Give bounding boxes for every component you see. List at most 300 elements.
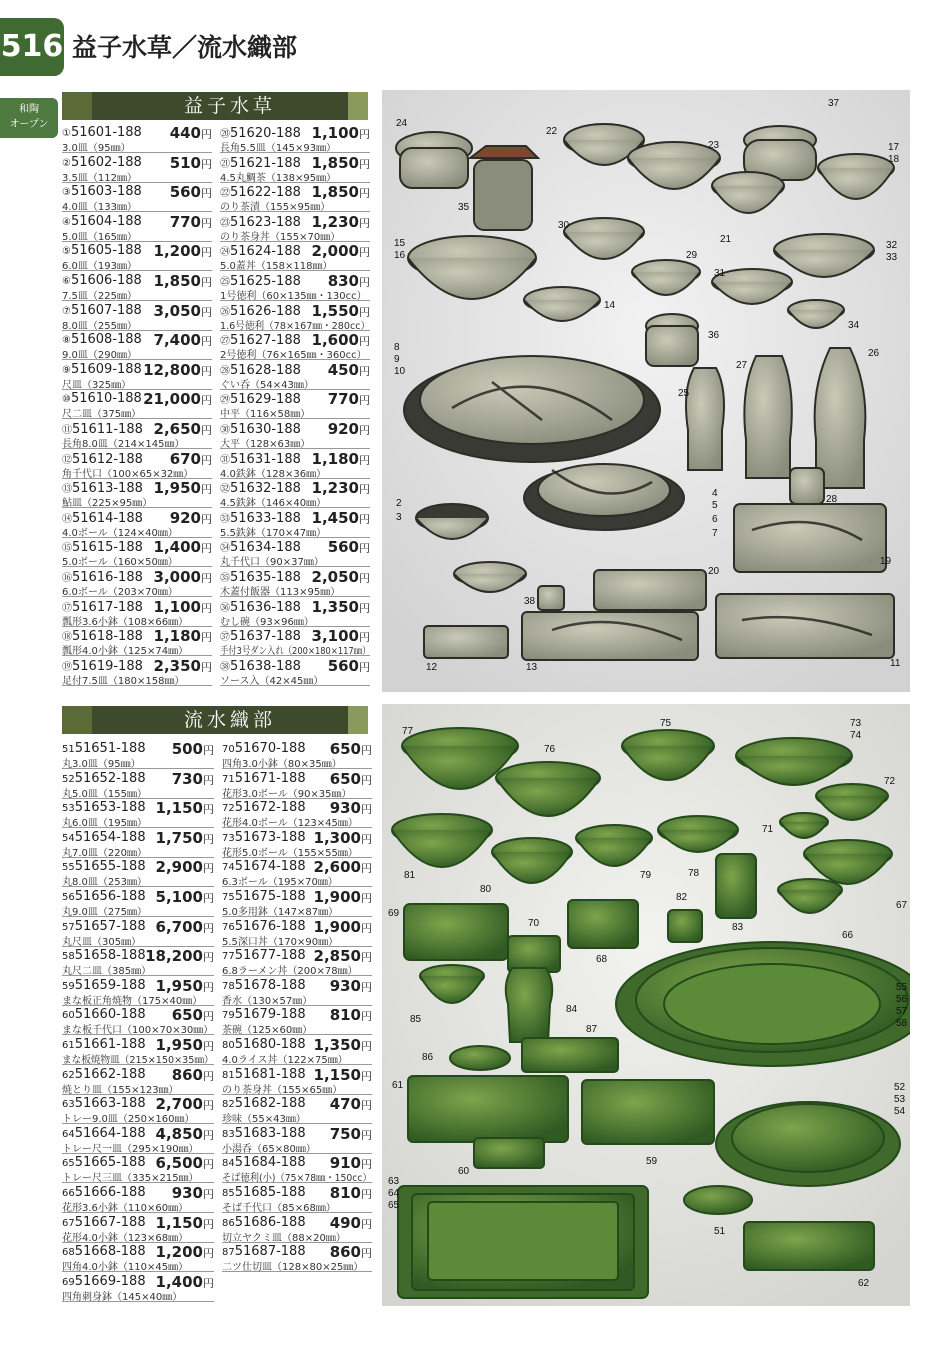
- product-description: まな板焼物皿（215×150×35㎜）: [62, 1055, 214, 1066]
- product-code-text: 51630-188: [230, 422, 301, 437]
- currency-symbol: 円: [359, 572, 370, 585]
- product-number: 86: [222, 1217, 235, 1229]
- currency-symbol: 円: [359, 631, 370, 645]
- product-number: 82: [222, 1099, 235, 1111]
- currency-symbol: 円: [203, 951, 214, 965]
- photo-item-label: 52: [894, 1082, 906, 1093]
- currency-symbol: 円: [359, 660, 370, 674]
- currency-symbol: 円: [203, 1069, 214, 1083]
- photo-item-label: 78: [688, 868, 700, 879]
- product-description: 1.6号徳利（78×167㎜・280cc）: [220, 320, 371, 332]
- photo-item-label: 60: [458, 1166, 470, 1177]
- price-value: 2,850: [313, 947, 361, 966]
- photo-item-label: 20: [708, 566, 720, 577]
- currency-symbol: 円: [201, 216, 212, 230]
- product-item: [62, 598, 212, 627]
- price-value: 810: [329, 1006, 361, 1025]
- photo-item-label: 84: [566, 1004, 578, 1015]
- product-code-text: 51612-188: [72, 451, 143, 467]
- product-code-text: 51661-188: [74, 1037, 146, 1052]
- currency-symbol: 円: [361, 1188, 372, 1201]
- photo-item-label: 11: [890, 658, 901, 669]
- product-code: [222, 800, 306, 815]
- product-number: ⑳: [220, 129, 230, 140]
- product-code: [222, 1126, 306, 1141]
- product-code: [62, 303, 142, 318]
- currency-symbol: 円: [203, 773, 214, 787]
- price-value: 920: [169, 508, 201, 527]
- currency-symbol: 円: [201, 453, 212, 467]
- product-description: むし碗（93×96㎜）: [220, 616, 314, 628]
- product-item: [62, 568, 212, 597]
- price-value: 1,400: [155, 1272, 203, 1291]
- product-item: [62, 479, 212, 508]
- currency-symbol: 円: [359, 335, 370, 349]
- currency-symbol: 円: [361, 1040, 372, 1053]
- currency-symbol: 円: [203, 1276, 214, 1290]
- price-value: 560: [327, 538, 359, 557]
- product-code-text: 51668-188: [74, 1244, 146, 1260]
- currency-symbol: 円: [359, 542, 370, 556]
- currency-symbol: 円: [203, 1158, 214, 1172]
- product-description: トレー9.0皿（250×160㎜）: [62, 1114, 195, 1126]
- product-number: ⑩: [62, 394, 71, 406]
- product-code: [62, 800, 146, 815]
- currency-symbol: 円: [201, 335, 212, 349]
- product-item: [62, 799, 214, 828]
- product-description: 丸8.0皿（253㎜）: [62, 877, 147, 889]
- product-item: [62, 1036, 214, 1065]
- product-number: 75: [222, 892, 235, 903]
- product-description: 6.8ラーメン丼（200×78㎜）: [222, 966, 358, 978]
- price-value: 3,000: [153, 568, 201, 586]
- photo-item-label: 32: [886, 240, 898, 251]
- photo-item-label: 35: [458, 202, 470, 213]
- product-price: [328, 390, 370, 408]
- currency-symbol: 円: [361, 832, 372, 846]
- product-code: [62, 1244, 146, 1259]
- currency-symbol: 円: [361, 862, 372, 876]
- photo-item-label: 58: [896, 1018, 908, 1029]
- currency-symbol: 円: [361, 1158, 372, 1172]
- product-price: [328, 538, 370, 556]
- product-code-text: 51659-188: [74, 977, 146, 993]
- product-code-text: 51656-188: [74, 889, 146, 904]
- product-code-text: 51673-188: [234, 829, 306, 845]
- product-code-text: 51625-188: [230, 274, 301, 289]
- product-description: 木蓋付飯器（113×95㎜）: [220, 587, 341, 598]
- currency-symbol: 円: [203, 892, 214, 905]
- product-code: [62, 859, 146, 874]
- price-value: 830: [327, 272, 359, 290]
- photo-item-label: 27: [736, 360, 748, 371]
- product-code-text: 51602-188: [70, 154, 142, 170]
- photo-item-label: 76: [544, 744, 556, 755]
- product-number: ⑮: [62, 543, 72, 555]
- product-price: [330, 1095, 372, 1113]
- product-code: [222, 859, 306, 874]
- photo-item-label: 26: [868, 348, 880, 359]
- currency-symbol: 円: [361, 980, 372, 994]
- product-code-text: 51610-188: [70, 391, 142, 407]
- product-code: [222, 741, 306, 756]
- product-description: 花形5.0ボール（155×55㎜）: [222, 847, 358, 859]
- product-description: 丸3.0皿（95㎜）: [62, 759, 141, 770]
- price-value: 18,200: [145, 947, 203, 966]
- product-description: 8.0皿（255㎜）: [62, 320, 137, 332]
- product-description: 4.5丸鯛茶（138×95㎜）: [220, 172, 337, 184]
- currency-symbol: 円: [359, 276, 370, 289]
- product-code-text: 51671-188: [234, 770, 306, 786]
- product-price: [154, 272, 212, 290]
- currency-symbol: 円: [359, 128, 370, 141]
- product-code-text: 51666-188: [74, 1185, 146, 1200]
- product-description: 珍味（55×43㎜）: [222, 1114, 306, 1126]
- product-number: 69: [62, 1276, 75, 1288]
- currency-symbol: 円: [203, 1099, 214, 1113]
- product-price: [154, 331, 212, 349]
- product-item: [220, 450, 370, 479]
- product-item: [222, 918, 372, 947]
- price-value: 6,700: [155, 917, 203, 936]
- photo-item-label: 31: [714, 268, 726, 279]
- product-price: [330, 1184, 372, 1202]
- product-number: ⑨: [62, 364, 71, 376]
- currency-symbol: 円: [201, 601, 212, 615]
- photo-item-label: 56: [896, 994, 908, 1005]
- currency-symbol: 円: [203, 1247, 214, 1261]
- product-code-text: 51683-188: [234, 1125, 306, 1141]
- product-description: 瓢形3.6小鉢（108×66㎜）: [62, 616, 189, 628]
- product-price: [330, 977, 372, 995]
- photo-item-label: 59: [646, 1156, 658, 1167]
- product-item: [62, 740, 214, 769]
- product-number: ⑬: [62, 484, 72, 496]
- product-item: [62, 1066, 214, 1095]
- product-code-text: 51664-188: [74, 1125, 146, 1141]
- product-code-text: 51601-188: [70, 125, 142, 140]
- product-item: [62, 1095, 214, 1124]
- product-description: そば徳利(小)（75×78㎜・150cc）: [222, 1173, 372, 1185]
- product-number: 66: [62, 1188, 75, 1199]
- product-price: [170, 183, 212, 201]
- price-value: 5,100: [155, 888, 203, 906]
- photo-item-label: 14: [604, 300, 616, 311]
- product-description: 足付7.5皿（180×158㎜）: [62, 675, 185, 687]
- photo-item-label: 69: [388, 908, 400, 919]
- product-code-text: 51628-188: [230, 362, 301, 378]
- photo-item-label: 8: [394, 342, 400, 353]
- price-value: 3,050: [153, 301, 201, 320]
- photo-item-label: 19: [880, 556, 892, 567]
- photo-item-label: 82: [676, 892, 688, 903]
- price-value: 490: [329, 1213, 361, 1232]
- product-item: [222, 1214, 372, 1243]
- product-number: ㉗: [220, 336, 230, 348]
- page-title: 益子水草／流水織部: [72, 33, 298, 62]
- price-value: 1,150: [155, 1213, 203, 1232]
- product-number: 63: [62, 1099, 75, 1111]
- product-number: 72: [222, 803, 235, 815]
- price-value: 440: [169, 124, 201, 142]
- product-number: ㊲: [220, 632, 230, 644]
- product-code-text: 51633-188: [230, 510, 301, 526]
- product-number: 65: [62, 1158, 75, 1170]
- price-value: 7,400: [153, 331, 201, 350]
- product-description: 丸千代口（90×37㎜）: [220, 557, 324, 569]
- product-number: ⑰: [62, 602, 72, 614]
- photo-item-label: 79: [640, 870, 652, 881]
- photo-item-label: 13: [526, 662, 538, 673]
- product-item: [62, 918, 214, 947]
- currency-symbol: 円: [203, 980, 214, 994]
- product-item: [62, 213, 212, 242]
- product-item: [222, 1006, 372, 1035]
- product-number: ⑫: [62, 454, 72, 466]
- photo-item-label: 21: [720, 234, 732, 245]
- side-tab-line2: オープン: [9, 119, 49, 130]
- product-item: [222, 1036, 372, 1065]
- product-description: 角千代口（100×65×32㎜）: [62, 468, 194, 480]
- currency-symbol: 円: [359, 187, 370, 201]
- product-code-text: 51687-188: [234, 1244, 306, 1260]
- currency-symbol: 円: [203, 803, 214, 817]
- product-description: 切立ヤクミ皿（88×20㎜）: [222, 1232, 346, 1244]
- photo-item-label: 72: [884, 776, 896, 787]
- product-number: 54: [62, 832, 75, 844]
- product-code: [222, 1037, 306, 1052]
- product-item: [222, 1184, 372, 1213]
- product-code: [62, 391, 142, 406]
- product-code-text: 51618-188: [72, 629, 143, 645]
- photo-item-label: 3: [396, 512, 402, 523]
- product-number: 70: [222, 744, 235, 755]
- product-code: [62, 125, 142, 140]
- product-description: 5.0皿（165㎜）: [62, 231, 137, 243]
- product-code: [62, 830, 146, 845]
- product-number: ④: [62, 216, 71, 228]
- price-value: 1,180: [153, 627, 201, 646]
- product-item: [62, 1243, 214, 1272]
- currency-symbol: 円: [203, 1188, 214, 1201]
- product-description: 2号徳利（76×165㎜・360cc）: [220, 350, 367, 362]
- price-value: 650: [329, 740, 361, 758]
- product-code-text: 51674-188: [234, 859, 306, 875]
- product-item: [62, 858, 214, 887]
- product-number: ⑯: [62, 573, 72, 584]
- product-price: [330, 1006, 372, 1024]
- price-value: 930: [329, 976, 361, 995]
- product-description: 5.0多用鉢（147×87㎜）: [222, 907, 339, 918]
- product-item: [220, 568, 370, 597]
- product-code-text: 51669-188: [74, 1273, 146, 1289]
- product-item: [222, 799, 372, 828]
- photo-item-label: 36: [708, 330, 720, 341]
- photo-item-label: 86: [422, 1052, 434, 1063]
- product-price: [170, 213, 212, 231]
- product-item: [222, 740, 372, 769]
- product-number: ㉓: [220, 217, 230, 229]
- product-item: [222, 947, 372, 976]
- product-number: 62: [62, 1069, 75, 1081]
- price-value: 500: [171, 740, 203, 758]
- product-item: [220, 509, 370, 538]
- product-photo-mashiko: [382, 90, 910, 692]
- product-price: [156, 799, 214, 817]
- photo-item-label: 24: [396, 118, 408, 129]
- currency-symbol: 円: [361, 1099, 372, 1113]
- product-item: [220, 272, 370, 301]
- currency-symbol: 円: [359, 424, 370, 437]
- product-code: [62, 1215, 146, 1230]
- product-description: 5.5鉄鉢（170×47㎜）: [220, 527, 327, 539]
- product-description: 長角8.0皿（214×145㎜）: [62, 439, 185, 450]
- price-value: 1,100: [311, 124, 359, 142]
- product-number: 52: [62, 773, 75, 785]
- price-value: 3,100: [311, 627, 359, 646]
- currency-symbol: 円: [201, 631, 212, 645]
- product-code: [62, 1037, 146, 1052]
- product-item: [62, 302, 212, 331]
- product-price: [156, 858, 214, 876]
- product-description: まな板千代口（100×70×30㎜）: [62, 1025, 214, 1037]
- product-description: 4.5鉄鉢（146×40㎜）: [220, 498, 327, 510]
- price-value: 810: [329, 1184, 361, 1202]
- currency-symbol: 円: [201, 246, 212, 260]
- currency-symbol: 円: [361, 1247, 372, 1261]
- product-code: [62, 155, 142, 170]
- product-description: 6.0ボール（203×70㎜）: [62, 587, 178, 598]
- product-description: ぐい呑（54×43㎜）: [220, 379, 314, 391]
- product-number: 59: [62, 980, 75, 992]
- photo-item-label: 57: [896, 1006, 908, 1017]
- product-code: [222, 1244, 306, 1259]
- product-number: ⑧: [62, 335, 71, 347]
- product-code: [222, 919, 306, 934]
- product-code-text: 51621-188: [230, 155, 301, 171]
- price-value: 1,230: [311, 479, 359, 498]
- currency-symbol: 円: [201, 660, 212, 674]
- product-code: [222, 1185, 306, 1200]
- product-code: [222, 978, 306, 993]
- currency-symbol: 円: [203, 832, 214, 846]
- product-code: [62, 919, 146, 934]
- product-description: 6.3ボール（195×70㎜）: [222, 877, 338, 889]
- price-value: 1,950: [153, 479, 201, 498]
- product-price: [156, 829, 214, 847]
- product-item: [62, 977, 214, 1006]
- product-item: [220, 331, 370, 360]
- photo-item-label: 61: [392, 1080, 404, 1091]
- photo-item-label: 9: [394, 354, 400, 365]
- product-description: 花形3.6小鉢（110×60㎜）: [62, 1203, 189, 1214]
- product-number: ㉙: [220, 395, 230, 407]
- product-number: ㉛: [220, 454, 230, 466]
- product-code-text: 51606-188: [70, 273, 142, 288]
- product-price: [156, 918, 214, 936]
- photo-item-label: 23: [708, 140, 720, 151]
- product-code-text: 51617-188: [72, 599, 143, 615]
- product-price: [143, 390, 212, 408]
- currency-symbol: 円: [361, 892, 372, 905]
- product-item: [220, 213, 370, 242]
- product-item: [220, 390, 370, 419]
- product-item: [62, 1125, 214, 1154]
- product-number: ①: [62, 128, 71, 139]
- product-price: [328, 361, 370, 379]
- product-item: [62, 124, 212, 153]
- photo-item-label: 81: [404, 870, 416, 881]
- product-number: ⑥: [62, 276, 71, 287]
- currency-symbol: 円: [203, 921, 214, 935]
- photo-item-label: 66: [842, 930, 854, 941]
- product-number: 77: [222, 951, 235, 963]
- product-number: 76: [222, 921, 235, 933]
- product-item: [220, 479, 370, 508]
- currency-symbol: 円: [359, 157, 370, 171]
- product-item: [62, 1154, 214, 1183]
- product-description: 四角刺身鉢（145×40㎜）: [62, 1291, 183, 1303]
- price-value: 2,900: [155, 858, 203, 877]
- currency-symbol: 円: [201, 512, 212, 526]
- product-code-text: 51619-188: [72, 658, 143, 674]
- price-value: 1,400: [153, 538, 201, 557]
- product-description: 7.5皿（225㎜）: [62, 291, 137, 302]
- product-code-text: 51620-188: [230, 126, 301, 141]
- product-code: [62, 273, 142, 288]
- product-description: 9.0皿（290㎜）: [62, 350, 137, 362]
- product-code-text: 51634-188: [230, 540, 301, 556]
- photo-item-label: 22: [546, 126, 558, 137]
- product-description: 二ツ仕切皿（128×80×25㎜）: [222, 1262, 364, 1274]
- product-number: ⑦: [62, 305, 71, 317]
- product-code: [62, 1096, 146, 1111]
- photo-item-label: 4: [712, 488, 718, 499]
- product-code-text: 51662-188: [74, 1066, 146, 1082]
- price-value: 1,350: [313, 1036, 361, 1054]
- product-number: ⑱: [62, 632, 72, 644]
- photo-item-label: 10: [394, 366, 406, 377]
- product-description: そば千代口（85×68㎜）: [222, 1203, 336, 1214]
- product-number: ㉚: [220, 425, 230, 436]
- currency-symbol: 円: [361, 1010, 372, 1024]
- product-code-text: 51615-188: [72, 540, 143, 556]
- product-number: 85: [222, 1188, 235, 1199]
- product-item: [220, 124, 370, 153]
- product-code-text: 51632-188: [230, 481, 301, 497]
- product-code: [222, 771, 306, 786]
- product-code-text: 51638-188: [230, 658, 301, 674]
- product-number: ⑭: [62, 513, 72, 525]
- product-number: 56: [62, 892, 75, 903]
- product-code-text: 51680-188: [234, 1037, 306, 1052]
- product-number: ⑲: [62, 661, 72, 673]
- currency-symbol: 円: [201, 542, 212, 556]
- photo-item-label: 38: [524, 596, 536, 607]
- product-code-text: 51609-188: [70, 361, 142, 377]
- photo-item-label: 73: [850, 718, 862, 729]
- product-code-text: 51684-188: [234, 1155, 306, 1171]
- price-value: 12,800: [143, 360, 201, 379]
- product-description: 3.0皿（95㎜）: [62, 143, 131, 154]
- product-code: [222, 1215, 306, 1230]
- product-number: ㊳: [220, 661, 230, 673]
- product-number: 80: [222, 1040, 235, 1051]
- product-code: [62, 1155, 146, 1170]
- product-description: 大平（128×63㎜）: [220, 439, 311, 450]
- price-value: 1,550: [311, 301, 359, 320]
- product-number: 74: [222, 862, 235, 874]
